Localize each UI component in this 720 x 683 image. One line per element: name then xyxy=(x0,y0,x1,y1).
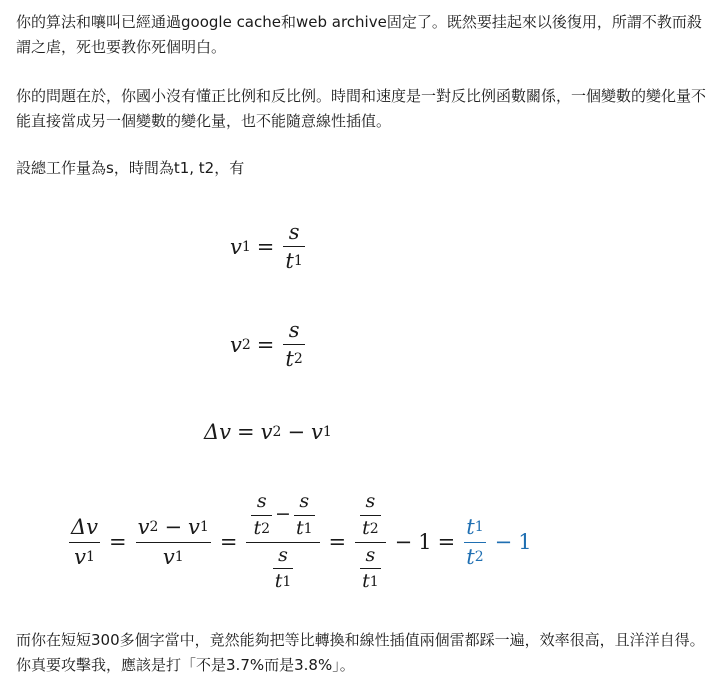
fraction-compound: s t 2 − s t 1 s t 1 xyxy=(246,491,319,593)
equals-sign: = xyxy=(237,420,255,444)
equals-sign: = xyxy=(256,332,275,357)
fraction-s-over-t2 xyxy=(283,318,304,371)
fraction-bar xyxy=(283,344,304,345)
fraction-s-over-t1 xyxy=(283,220,304,273)
equals-sign: = xyxy=(328,530,347,554)
equals-sign: = xyxy=(256,234,275,259)
paragraph-conclusion: 而你在短短300多個字當中，竟然能夠把等比轉換和線性插值兩個雷都踩一遍，效率很高，且洋洋自得。你真要攻擊我，應該是打「不是3.7%而是3.8%」。 xyxy=(16,631,705,674)
fraction-t1-over-t2: t 1 t 2 xyxy=(466,515,484,569)
paragraph-problem: 你的問題在於，你國小沒有懂正比例和反比例。時間和速度是一對反比例函數關係，一個變數的變化量不能直接當成另一個變數的變化量，也不能隨意線性插值。 xyxy=(16,87,707,130)
minus-sign: − xyxy=(287,420,306,444)
equals-sign: = xyxy=(109,530,127,554)
paragraph-setup: 設總工作量為s，時間為t1, t2，有 xyxy=(16,159,245,177)
paragraph-intro: 你的算法和嚷叫已經通過google cache和web archive固定了。既然要挂起來以後復用，所謂不教而殺謂之虐，死也要教你死個明白。 xyxy=(16,13,702,56)
equals-sign: = xyxy=(437,530,456,554)
fraction-diff-over-v1: v 2 − v 1 v 1 xyxy=(137,515,209,569)
highlighted-result: t 1 t 2 − 1 xyxy=(466,515,532,569)
var-v: v xyxy=(230,234,242,259)
fraction-s-ratio: s t 2 s t 1 xyxy=(355,491,386,593)
constant-one: 1 xyxy=(418,530,432,554)
equation-ratio-chain xyxy=(66,489,532,593)
delta-v: Δv xyxy=(204,420,232,444)
math-equations-block xyxy=(14,198,532,594)
fraction-deltav-over-v1: Δv v 1 xyxy=(71,515,99,569)
equation-v1: v 1 = s t 1 xyxy=(230,220,303,274)
equation-v2: v 2 = s t 2 xyxy=(230,318,303,372)
equals-sign: = xyxy=(219,530,238,554)
denominator-t2: t 2 xyxy=(285,347,303,372)
var-v: v xyxy=(230,332,242,357)
numerator-s: s xyxy=(288,220,300,244)
numerator-s: s xyxy=(288,318,300,342)
denominator-t1: t 1 xyxy=(285,249,303,274)
minus-sign: − xyxy=(394,530,413,554)
equation-delta-v: Δv = v 2 − v 1 xyxy=(204,420,332,444)
fraction-bar xyxy=(283,246,304,247)
